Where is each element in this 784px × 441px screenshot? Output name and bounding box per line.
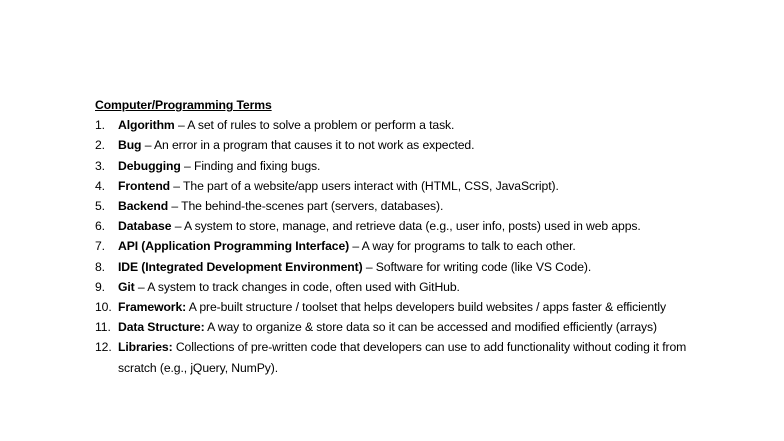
item-term: API (Application Programming Interface) [118,239,350,254]
list-item [95,196,695,216]
item-description: – Finding and fixing bugs. [180,158,321,173]
item-description: – The behind-the-scenes part (servers, databases). [168,199,444,213]
document-content [95,95,695,378]
list-item [95,257,695,277]
list-item [95,115,695,135]
item-term: Git [118,279,135,294]
item-number: 7. [95,239,105,254]
document-heading: Computer/Programming Terms [95,98,272,112]
item-number: 5. [95,199,105,213]
list-item [95,337,695,377]
item-term: Algorithm [118,118,175,133]
item-term: Bug [118,138,142,153]
item-number: 3. [95,158,105,173]
item-number: 2. [95,138,105,153]
list-item [95,176,695,196]
item-description: – A set of rules to solve a problem or perform a task. [174,118,455,133]
item-description: A way to organize & store data so it can be accessed and modified efficiently (arrays) [204,320,657,335]
item-term: IDE (Integrated Development Environment) [118,259,363,274]
item-term: Database [118,219,172,234]
item-term: Backend [118,199,169,213]
item-term: Libraries: [118,340,173,355]
list-item [95,156,695,176]
item-description: – A way for programs to talk to each other. [349,239,576,254]
item-description: – A system to store, manage, and retrieve data (e.g., user info, posts) used in web apps. [171,219,641,234]
item-number: 11. [95,320,111,335]
item-term: Framework: [118,300,187,315]
item-description: – A system to track changes in code, often used with GitHub. [134,279,460,294]
list-item [95,135,695,155]
terms-list [95,115,695,378]
item-number: 12. [95,340,112,355]
item-description: A pre-built structure / toolset that helps developers build websites / apps faster & efficiently [186,300,666,315]
list-item [95,317,695,337]
item-term: Data Structure: [118,320,205,335]
item-term: Frontend [118,178,171,193]
item-number: 1. [95,118,105,133]
item-number: 10. [95,300,112,315]
item-number: 9. [95,279,105,294]
item-number: 8. [95,259,105,274]
list-item [95,297,695,317]
item-number: 4. [95,178,105,193]
item-description: Collections of pre-written code that developers can use to add functionality without coding it from scratch (e.g., jQuery, NumPy). [118,340,687,375]
item-description: – Software for writing code (like VS Code). [362,259,592,274]
item-description: – An error in a program that causes it to not work as expected. [141,138,475,153]
item-description: – The part of a website/app users interact with (HTML, CSS, JavaScript). [170,178,559,193]
item-term: Debugging [118,158,181,173]
list-item [95,236,695,256]
list-item [95,277,695,297]
list-item [95,216,695,236]
item-number: 6. [95,219,105,234]
